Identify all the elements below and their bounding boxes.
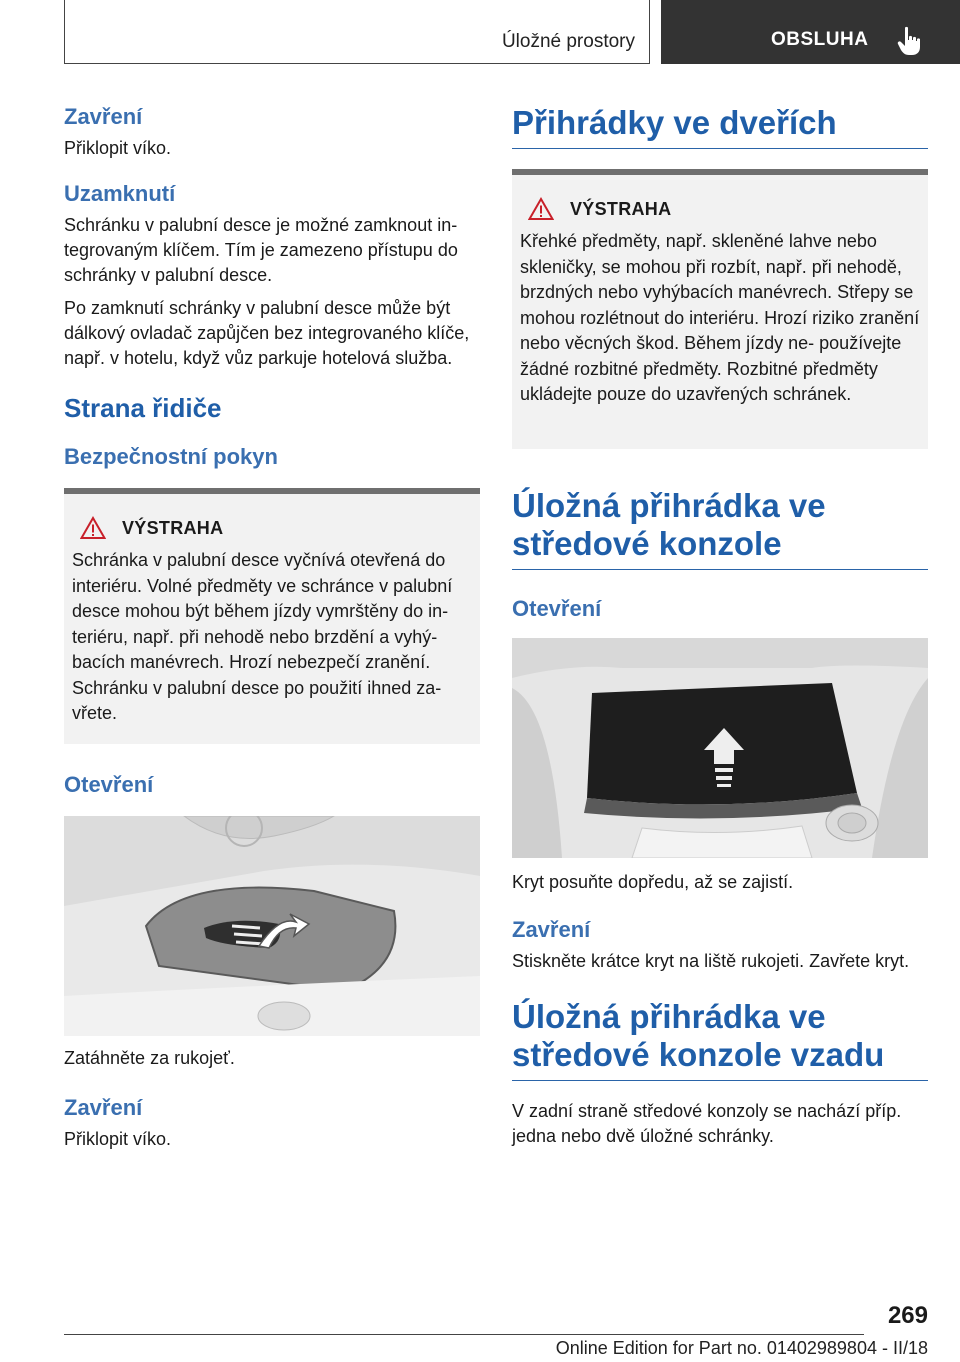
driver-side-heading: Strana řidiče [64,393,222,423]
console-close-heading: Zavření [512,917,591,942]
warning-text: Schránka v palubní desce vyčnívá otevřená do interiéru. Volné předměty ve schránce v palubní desce mohou být během jízdy vymrštěny do in‐ teriéru, např. při nehodě nebo brzdění a vyhý‐ bacích manévrech. Hrozí nebezpečí zranění. Schránku v palubní desce po použití ihned za‐ vřete. [72,550,453,723]
warning-triangle-icon [80,516,106,540]
console-figure [512,638,928,858]
warning-triangle-icon [528,197,554,221]
close-heading: Zavření [64,104,143,129]
glovebox-illustration [64,816,480,1036]
warning-text-right: Křehké předměty, např. skleněné lahve nebo skleničky, se mohou při rozbít, např. při nehodě, brzdných nebo vyhýbacích manévrech. Střepy se mohou rozlétnout do interiéru. Hrozí riziko zranění nebo věcných škod. Během jízdy ne‐ používejte žádné rozbitné předměty. Rozbitné předměty ukládejte pouze do uzavřených schránek. [520,231,920,404]
center-console-heading: Úložná přihrádka ve středové konzole [512,487,928,570]
hand-pointer-icon [897,26,923,56]
footer-edition: Online Edition for Part no. 01402989804 - II/18 [555,1338,928,1358]
right-column [512,100,928,1149]
footer-divider [64,1334,864,1335]
header-section-title: Úložné prostory [501,31,635,52]
warning-box-right [512,169,928,449]
lock-heading: Uzamknutí [64,181,176,206]
lock-paragraph-2: Po zamknutí schránky v palubní desce může být dálkový ovladač zapůjčen bez integrovaného klíče, např. v hotelu, když vůz parkuje hotelová služba. [64,298,470,368]
rear-console-text: V zadní straně středové konzoly se nachází příp. jedna nebo dvě úložné schránky. [512,1101,902,1146]
page-header [0,0,960,66]
warning-title-right [528,197,920,221]
close-text: Přiklopit víko. [64,138,172,158]
header-chapter-box [661,0,960,64]
console-open-heading: Otevření [512,596,602,621]
close-text-2: Přiklopit víko. [64,1129,172,1149]
warning-box [64,488,480,744]
warning-title [80,516,472,540]
console-close-text: Stiskněte krátce kryt na liště rukojeti. Zavřete kryt. [512,951,910,971]
lock-paragraph-1: Schránku v palubní desce je možné zamknout in‐ tegrovaným klíčem. Tím je zamezeno přístupu do schránky v palubní desce. [64,215,458,285]
warning-label: VÝSTRAHA [122,517,224,538]
open-heading: Otevření [64,772,154,797]
open-caption: Zatáhněte za rukojeť. [64,1048,235,1068]
glovebox-figure [64,816,480,1036]
door-compartments-heading: Přihrádky ve dveřích [512,104,928,149]
rear-console-heading: Úložná přihrádka ve středové konzole vzadu [512,998,928,1081]
page-number: 269 [887,1302,928,1329]
console-open-caption: Kryt posuňte dopředu, až se zajistí. [512,872,794,892]
header-chapter-title: OBSLUHA [771,29,869,50]
close-heading-2: Zavření [64,1095,143,1120]
warning-label-right: VÝSTRAHA [570,198,672,219]
center-console-illustration [512,638,928,858]
header-section-box [64,0,650,64]
safety-note-heading: Bezpečnostní pokyn [64,444,278,469]
left-column [64,100,480,1152]
